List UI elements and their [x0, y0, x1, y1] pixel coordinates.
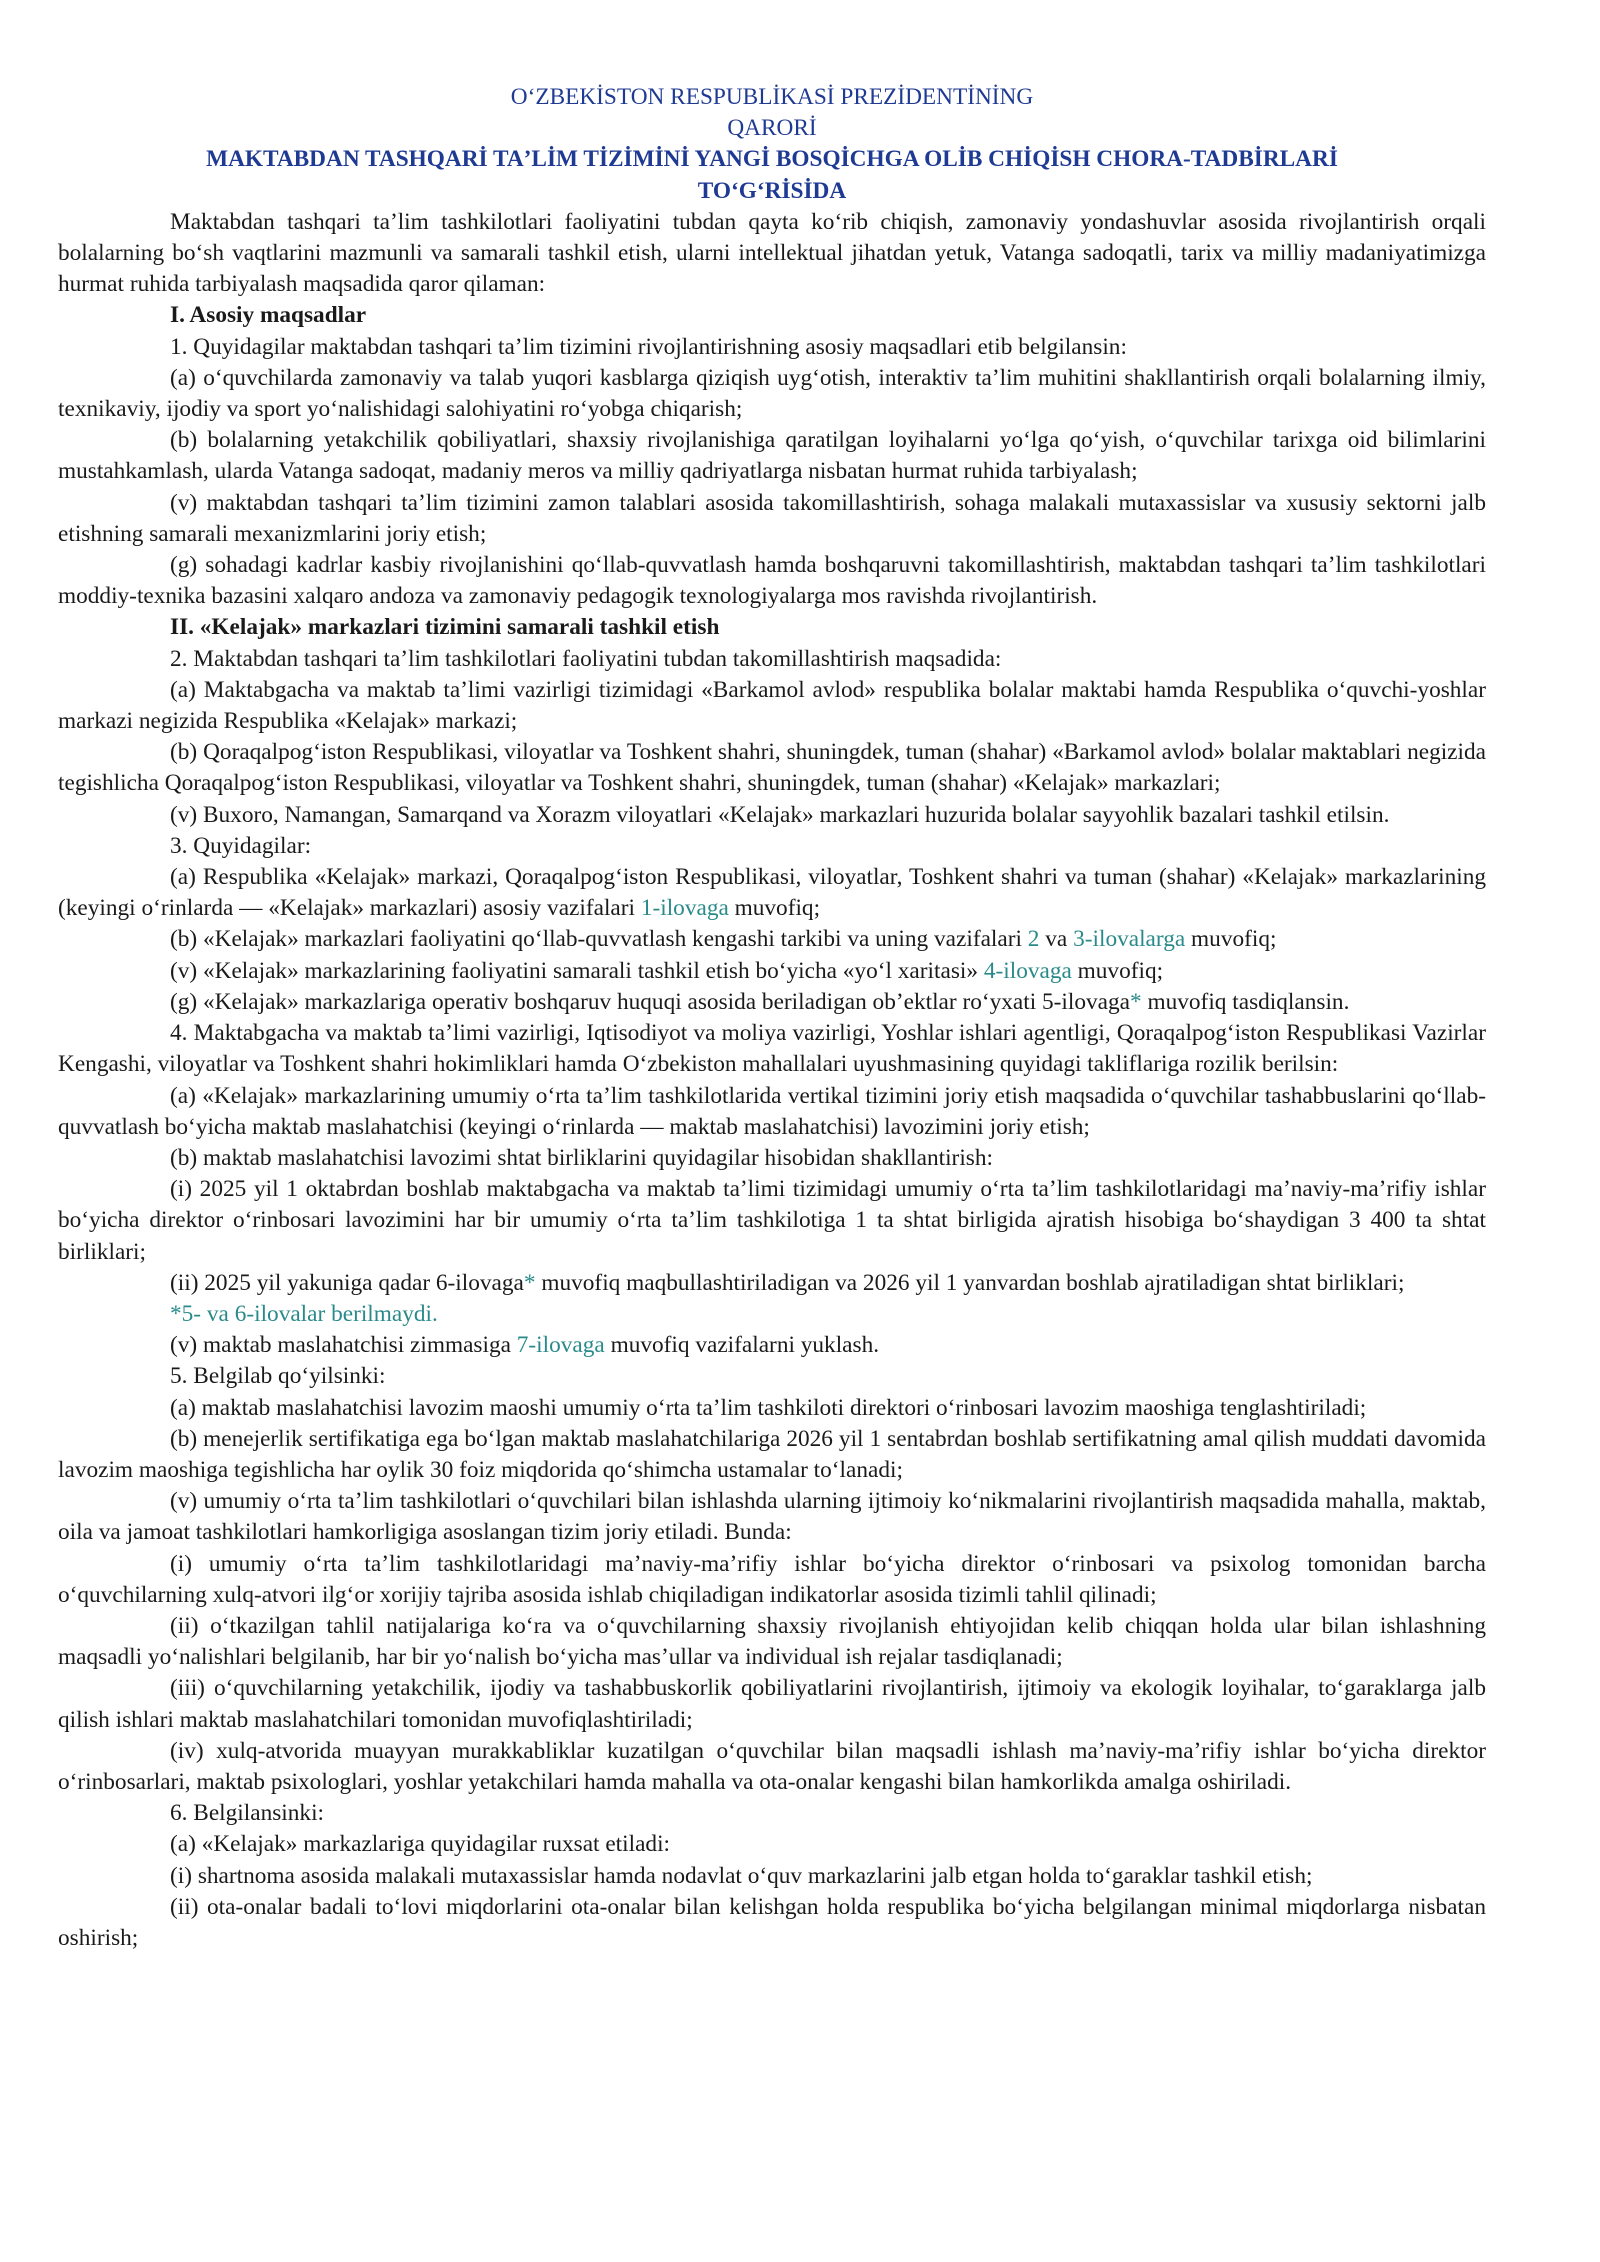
paragraph [58, 1143, 1486, 1174]
text-run: muvofiq; [1071, 957, 1164, 984]
paragraph [58, 956, 1486, 987]
text-run: (iii) oʻquvchilarning yetakchilik, ijodiy va tashabbuskorlik qobiliyatlarini rivojlantirish, ijtimoiy va ekologik loyihalar, toʻgaraklarga jalb qilish ishlari maktab maslahatchilari tomonidan muvofiqlashtiriladi; [58, 1675, 1486, 1733]
paragraph [58, 1829, 1486, 1860]
document-body [58, 207, 1486, 1954]
paragraph [58, 1861, 1486, 1892]
paragraph [58, 1549, 1486, 1611]
issuer-line: OʻZBEKİSTON RESPUBLİKASİ PREZİDENTİNİNG [510, 84, 1034, 110]
paragraph [58, 363, 1486, 425]
paragraph [58, 987, 1486, 1018]
annex-link[interactable]: 1-ilovaga [640, 895, 729, 922]
paragraph [58, 737, 1486, 799]
text-run: (v) maktabdan tashqari taʼlim tizimini zamon talablari asosida takomillashtirish, sohaga malakali mutaxassislar va xususiy sektorni jalb etishning samarali mexanizmlarini joriy etish; [58, 489, 1486, 547]
text-run: (a) Respublika «Kelajak» markazi, Qoraqalpogʻiston Respublikasi, viloyatlar, Toshkent shahri va tuman (shahar) «Kelajak» markazlarining (keyingi oʻrinlarda — «Kelajak» markazlari) asosiy vazifalari [58, 864, 1486, 922]
text-run: (b) maktab maslahatchisi lavozimi shtat birliklarini quyidagilar hisobidan shakllantirish: [170, 1144, 993, 1171]
paragraph [58, 1611, 1486, 1673]
paragraph [58, 1268, 1486, 1299]
text-run: (iv) xulq-atvorida muayyan murakkabliklar kuzatilgan oʻquvchilar bilan maqsadli ishlash maʼnaviy-maʼrifiy ishlar boʻyicha direktor oʻrinbosarlari, maktab psixologlari, yoshlar yetakchilari hamda mahalla va ota-onalar kengashi bilan hamkorlikda amalga oshiriladi. [58, 1737, 1486, 1795]
paragraph [58, 1330, 1486, 1361]
paragraph [58, 1798, 1486, 1829]
text-run: (a) maktab maslahatchisi lavozim maoshi umumiy oʻrta taʼlim tashkiloti direktori oʻrinbosari lavozim maoshiga tenglashtiriladi; [170, 1394, 1367, 1421]
paragraph [58, 924, 1486, 955]
text-run: (b) «Kelajak» markazlari faoliyatini qoʻllab-quvvatlash kengashi tarkibi va uning vazifalari [170, 926, 1028, 953]
text-run: (g) sohadagi kadrlar kasbiy rivojlanishini qoʻllab-quvvatlash hamda boshqaruvni takomillashtirish, maktabdan tashqari taʼlim tashkilotlari moddiy-texnika bazasini xalqaro andoza va zamonaviy pedagogik texnologiyalarga mos ravishda rivojlantirish. [58, 552, 1486, 610]
text-run: 2. Maktabdan tashqari taʼlim tashkilotlari faoliyatini tubdan takomillashtirish maqsadida: [170, 645, 1002, 672]
annex-link[interactable]: * [523, 1269, 536, 1296]
section-heading [58, 300, 1486, 331]
paragraph [58, 488, 1486, 550]
paragraph [58, 425, 1486, 487]
footnote [58, 1299, 1486, 1330]
paragraph [58, 332, 1486, 363]
paragraph [58, 1673, 1486, 1735]
text-run: (a) «Kelajak» markazlariga quyidagilar ruxsat etiladi: [170, 1831, 671, 1858]
text-run: (i) shartnoma asosida malakali mutaxassislar hamda nodavlat oʻquv markazlarini jalb etgan holda toʻgaraklar tashkil etish; [170, 1862, 1313, 1889]
text-run: (ii) 2025 yil yakuniga qadar 6-ilovaga [170, 1269, 524, 1296]
paragraph [58, 1424, 1486, 1486]
annex-link[interactable]: 7-ilovaga [516, 1332, 605, 1359]
document-title-continued: TOʻGʻRİSİDA [697, 177, 847, 204]
text-run: (b) menejerlik sertifikatiga ega boʻlgan maktab maslahatchilariga 2026 yil 1 sentabrdan boshlab sertifikatning amal qilish muddati davomida lavozim maoshiga tegishlicha har oylik 30 foiz miqdorida qoʻshimcha ustamalar toʻlanadi; [58, 1425, 1486, 1483]
text-run: 6. Belgilansinki: [170, 1800, 325, 1827]
paragraph [58, 675, 1486, 737]
paragraph [58, 1892, 1486, 1954]
document-page [58, 82, 1486, 1954]
text-run: (g) «Kelajak» markazlariga operativ boshqaruv huquqi asosida beriladigan obʼektlar roʻyxati 5-ilovaga [170, 988, 1131, 1015]
paragraph [58, 1393, 1486, 1424]
text-run: (v) umumiy oʻrta taʼlim tashkilotlari oʻquvchilari bilan ishlashda ularning ijtimoiy koʻnikmalarini rivojlantirish maqsadida mahalla, maktab, oila va jamoat tashkilotlari hamkorligiga asoslangan tizim joriy etiladi. Bunda: [58, 1488, 1486, 1546]
paragraph [58, 1174, 1486, 1268]
text-run: II. «Kelajak» markazlari tizimini samarali tashkil etish [170, 614, 720, 641]
document-title: MAKTABDAN TASHQARİ TAʼLİM TİZİMİNİ YANGİ BOSQİCHGA OLİB CHİQİSH CHORA-TADBİRLARİ [206, 146, 1338, 173]
text-run: (ii) ota-onalar badali toʻlovi miqdorlarini ota-onalar bilan kelishgan holda respublika boʻyicha belgilangan minimal miqdorlarga nisbatan oshirish; [58, 1893, 1486, 1951]
text-run: (a) «Kelajak» markazlarining umumiy oʻrta taʼlim tashkilotlarida vertikal tizimini joriy etish maqsadida oʻquvchilar tashabbuslarini qoʻllab-quvvatlash boʻyicha maktab maslahatchisi (keyingi oʻrinlarda — maktab maslahatchisi) lavozimini joriy etish; [58, 1082, 1486, 1140]
text-run: muvofiq; [1185, 926, 1277, 953]
text-run: va [1039, 926, 1074, 953]
paragraph [58, 1486, 1486, 1548]
text-run: muvofiq tasdiqlansin. [1141, 988, 1350, 1015]
text-run: (a) Maktabgacha va maktab taʼlimi vazirligi tizimidagi «Barkamol avlod» respublika bolalar maktabi hamda Respublika oʻquvchi-yoshlar markazi negizida Respublika «Kelajak» markazi; [58, 676, 1486, 735]
text-run: Maktabdan tashqari taʼlim tashkilotlari faoliyatini tubdan qayta koʻrib chiqish, zamonaviy yondashuvlar asosida rivojlantirish orqali bolalarning boʻsh vaqtlarini mazmunli va samarali tashkil etish, ularni intellektual jihatdan yetuk, Vatanga sadoqatli, tarix va milliy madaniyatimizga hurmat ruhida tarbiyalash maqsadida qaror qilaman: [58, 208, 1486, 298]
paragraph [58, 1361, 1486, 1392]
paragraph [58, 1081, 1486, 1143]
paragraph [58, 800, 1486, 831]
text-run: (i) 2025 yil 1 oktabrdan boshlab maktabgacha va maktab taʼlimi tizimidagi umumiy oʻrta taʼlim tashkilotlaridagi maʼnaviy-maʼrifiy ishlar boʻyicha direktor oʻrinbosari lavozimini har bir umumiy oʻrta taʼlim tashkilotiga 1 ta shtat birligida ajratish hisobiga boʻshaydigan 3 400 ta shtat birliklari; [58, 1176, 1486, 1265]
text-run: (b) bolalarning yetakchilik qobiliyatlari, shaxsiy rivojlanishiga qaratilgan loyihalarni yoʻlga qoʻyish, oʻquvchilar tarixga oid bilimlarini mustahkamlash, ularda Vatanga sadoqat, madaniy meros va milliy qadriyatlarga nisbatan hurmat ruhida tarbiyalash; [58, 427, 1486, 485]
text-run: (v) «Kelajak» markazlarining faoliyatini samarali tashkil etish boʻyicha «yoʻl xaritasi» [170, 957, 984, 984]
document-type: QARORİ [727, 115, 817, 142]
text-run: *5- va 6-ilovalar berilmaydi. [170, 1300, 438, 1327]
annex-link[interactable]: 3-ilovalarga [1073, 926, 1186, 953]
paragraph [58, 207, 1486, 301]
text-run: 3. Quyidagilar: [170, 832, 312, 859]
text-run: (v) Buxoro, Namangan, Samarqand va Xorazm viloyatlari «Kelajak» markazlari huzurida bolalar sayyohlik bazalari tashkil etilsin. [170, 801, 1390, 828]
paragraph [58, 1018, 1486, 1080]
text-run: 4. Maktabgacha va maktab taʼlimi vazirligi, Iqtisodiyot va moliya vazirligi, Yoshlar ishlari agentligi, Qoraqalpogʻiston Respublikasi Vazirlar Kengashi, viloyatlar va Toshkent shahri hokimliklari hamda Oʻzbekiston mahallalari uyushmasining quyidagi takliflariga rozilik berilsin: [58, 1020, 1486, 1078]
text-run: muvofiq maqbullashtiriladigan va 2026 yil 1 yanvardan boshlab ajratiladigan shtat birliklari; [535, 1269, 1405, 1296]
paragraph [58, 550, 1486, 612]
text-run: I. Asosiy maqsadlar [170, 302, 367, 329]
text-run: (i) umumiy oʻrta taʼlim tashkilotlaridagi maʼnaviy-maʼrifiy ishlar boʻyicha direktor oʻrinbosari va psixolog tomonidan barcha oʻquvchilarning xulq-atvori ilgʻor xorijiy tajriba asosida ishlab chiqiladigan indikatorlar asosida tizimli tahlil qilinadi; [58, 1550, 1486, 1608]
text-run: (v) maktab maslahatchisi zimmasiga [170, 1332, 517, 1359]
paragraph [58, 831, 1486, 862]
section-heading [58, 612, 1486, 643]
text-run: muvofiq vazifalarni yuklash. [604, 1332, 880, 1359]
text-run: (a) oʻquvchilarda zamonaviy va talab yuqori kasblarga qiziqish uygʻotish, interaktiv taʼlim muhitini shakllantirish orqali bolalarning ilmiy, texnikaviy, ijodiy va sport yoʻnalishidagi salohiyatini roʻyobga chiqarish; [58, 364, 1486, 423]
text-run: (ii) oʻtkazilgan tahlil natijalariga koʻra va oʻquvchilarning shaxsiy rivojlanish ehtiyojidan kelib chiqqan holda ular bilan ishlashning maqsadli yoʻnalishlari belgilanib, har bir yoʻnalish boʻyicha masʼullar va individual ish rejalar tasdiqlanadi; [58, 1612, 1486, 1671]
text-run: 5. Belgilab qoʻyilsinki: [170, 1363, 386, 1390]
paragraph [58, 862, 1486, 924]
text-run: muvofiq; [728, 895, 821, 922]
annex-link[interactable]: 2 [1027, 926, 1040, 953]
text-run: (b) Qoraqalpogʻiston Respublikasi, viloyatlar va Toshkent shahri, shuningdek, tuman (shahar) «Barkamol avlod» bolalar maktablari negizida tegishlicha Qoraqalpogʻiston Respublikasi, viloyatlar va Toshkent shahri, shuningdek, tuman (shahar) «Kelajak» markazlari; [58, 739, 1486, 797]
annex-link[interactable]: * [1130, 988, 1142, 1015]
paragraph [58, 644, 1486, 675]
paragraph [58, 1736, 1486, 1798]
text-run: 1. Quyidagilar maktabdan tashqari taʼlim tizimini rivojlantirishning asosiy maqsadlari etib belgilansin: [170, 333, 1127, 360]
annex-link[interactable]: 4-ilovaga [983, 957, 1072, 984]
